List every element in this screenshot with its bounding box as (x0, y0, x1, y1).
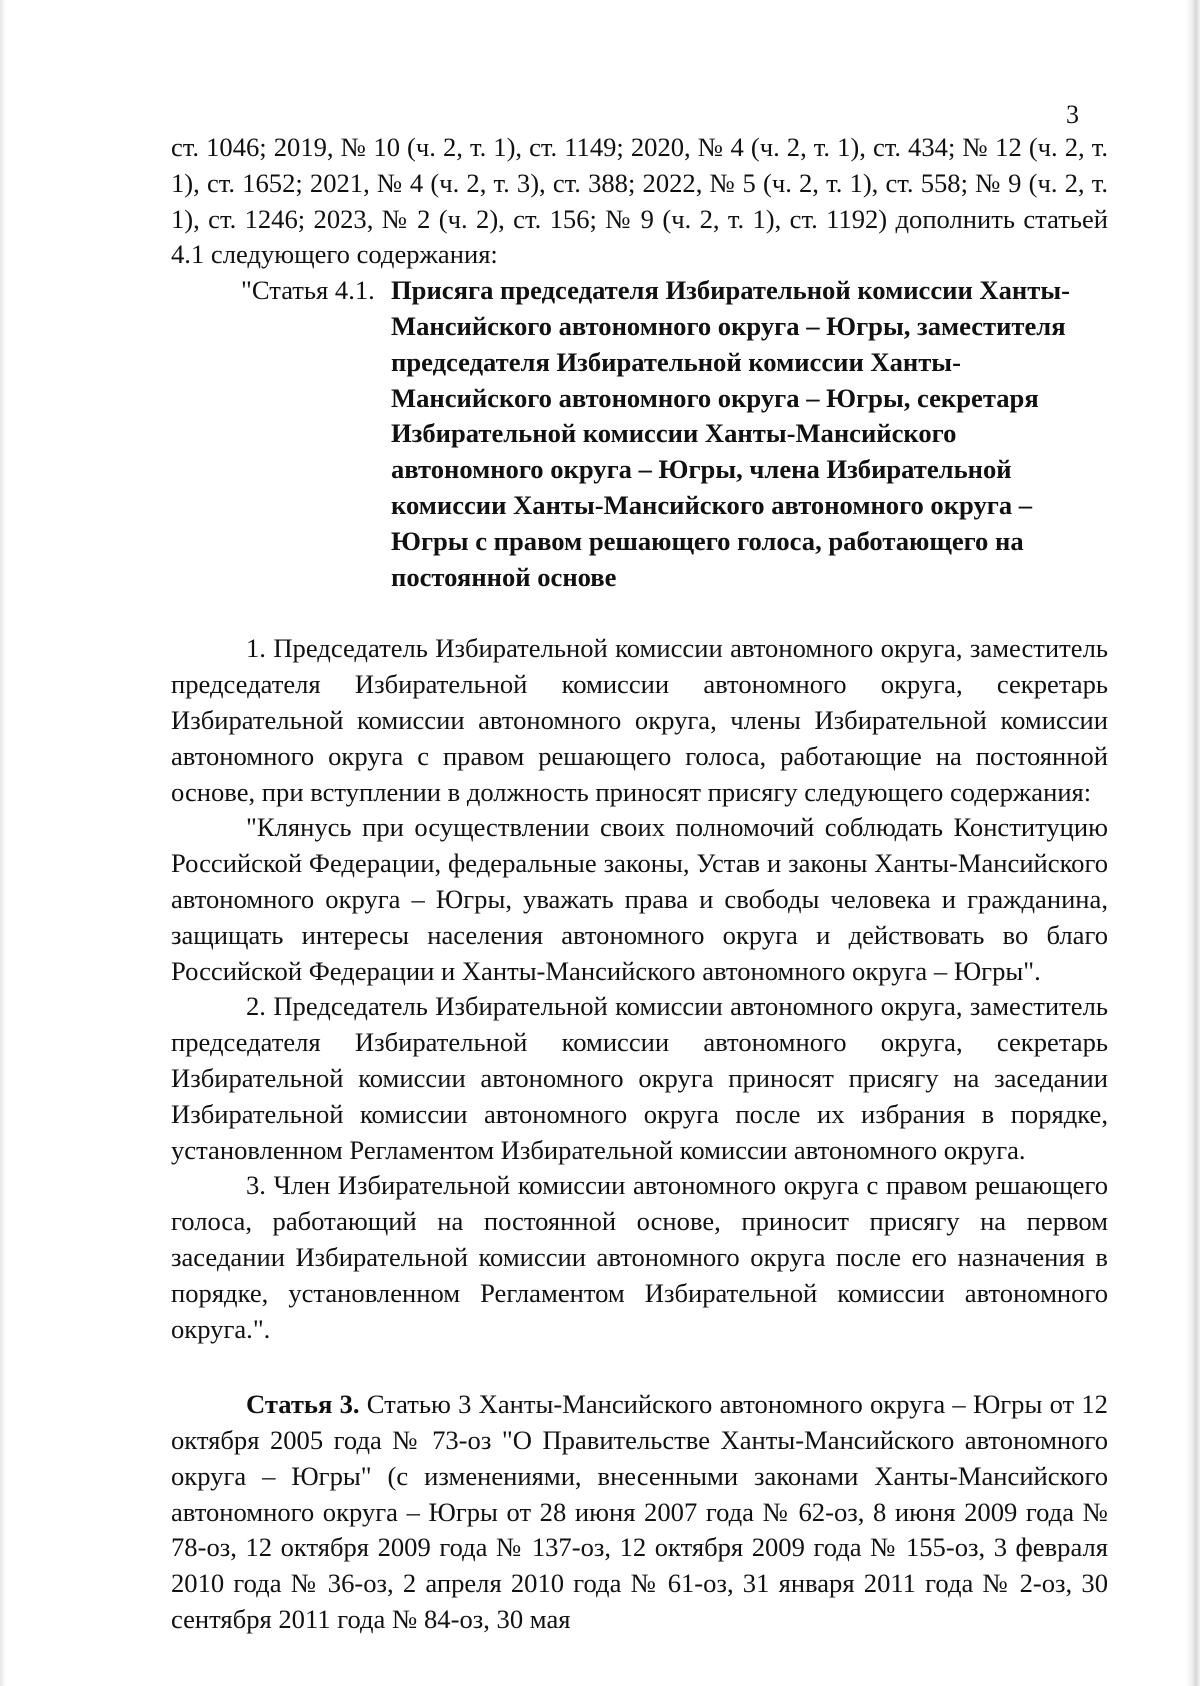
scan-right-edge (1186, 0, 1200, 1686)
article-4-1-heading (171, 273, 1108, 595)
article-3-text: Статью 3 Ханты-Мансийского автономного округа – Югры от 12 октября 2005 года № 73-оз "О Правительстве Ханты-Мансийского автономного округа – Югры" (с изменениями, внесенными законами Ханты-Мансийского автономного округа – Югры от 28 июня 2007 года № 62-оз, 8 июня 2009 года № 78-оз, 12 октября 2009 года № 137-оз, 12 октября 2009 года № 155-оз, 3 февраля 2010 года № 36-оз, 2 апреля 2010 года № 61-оз, 31 января 2011 года № 2-оз, 30 сентября 2011 года № 84-оз, 30 мая (171, 1389, 1108, 1635)
article-4-1-paragraph-3: 3. Член Избирательной комиссии автономного округа с правом решающего голоса, работающий на постоянной основе, приносит присягу на первом заседании Избирательной комиссии автономного округа после его назначения в порядке, установленном Регламентом Избирательной комиссии автономного округа.". (171, 1170, 1108, 1344)
article-4-1-paragraph-2: 2. Председатель Избирательной комиссии автономного округа, заместитель председателя Избирательной комиссии автономного округа, секретарь Избирательной комиссии автономного округа приносят присягу на заседании Избирательной комиссии автономного округа после их избрания в порядке, установленном Регламентом Избирательной комиссии автономного округа. (171, 991, 1108, 1165)
spacer (171, 595, 1108, 631)
article-3-heading: Статья 3. (246, 1389, 360, 1420)
oath-text: "Клянусь при осуществлении своих полномочий соблюдать Конституцию Российской Федерации, федеральные законы, Устав и законы Ханты-Мансийского автономного округа – Югры, уважать права и свободы человека и гражданина, защищать интересы населения автономного округа и действовать во благо Российской Федерации и Ханты-Мансийского автономного округа – Югры". (171, 812, 1108, 986)
document-body (171, 130, 1108, 1638)
intro-paragraph: ст. 1046; 2019, № 10 (ч. 2, т. 1), ст. 1149; 2020, № 4 (ч. 2, т. 1), ст. 434; № 12 (ч. 2, т. 1), ст. 1652; 2021, № 4 (ч. 2, т. 3), ст. 388; 2022, № 5 (ч. 2, т. 1), ст. 558; № 9 (ч. 2, т. 1), ст. 1246; 2023, № 2 (ч. 2), ст. 156; № 9 (ч. 2, т. 1), ст. 1192) дополнить статьей 4.1 следующего содержания: (171, 132, 1108, 270)
spacer (171, 1347, 1108, 1387)
article-4-1-label: "Статья 4.1. (241, 275, 375, 306)
article-4-1-paragraph-1: 1. Председатель Избирательной комиссии автономного округа, заместитель председателя Избирательной комиссии автономного округа, секретарь Избирательной комиссии автономного округа, члены Избирательной комиссии автономного округа с правом решающего голоса, работающие на постоянной основе, при вступлении в должность приносят присягу следующего содержания: (171, 633, 1108, 807)
page-number: 3 (1066, 100, 1079, 129)
article-4-1-title: Присяга председателя Избирательной комиссии Ханты-Мансийского автономного округа – Югры, заместителя председателя Избирательной комиссии Ханты-Мансийского автономного округа – Югры, секретаря Избирательной комиссии Ханты-Мансийского автономного округа – Югры, члена Избирательной комиссии Ханты-Мансийского автономного округа – Югры с правом решающего голоса, работающего на постоянной основе (391, 275, 1070, 592)
scan-left-edge (0, 0, 6, 1686)
article-3-paragraph (171, 1387, 1108, 1638)
